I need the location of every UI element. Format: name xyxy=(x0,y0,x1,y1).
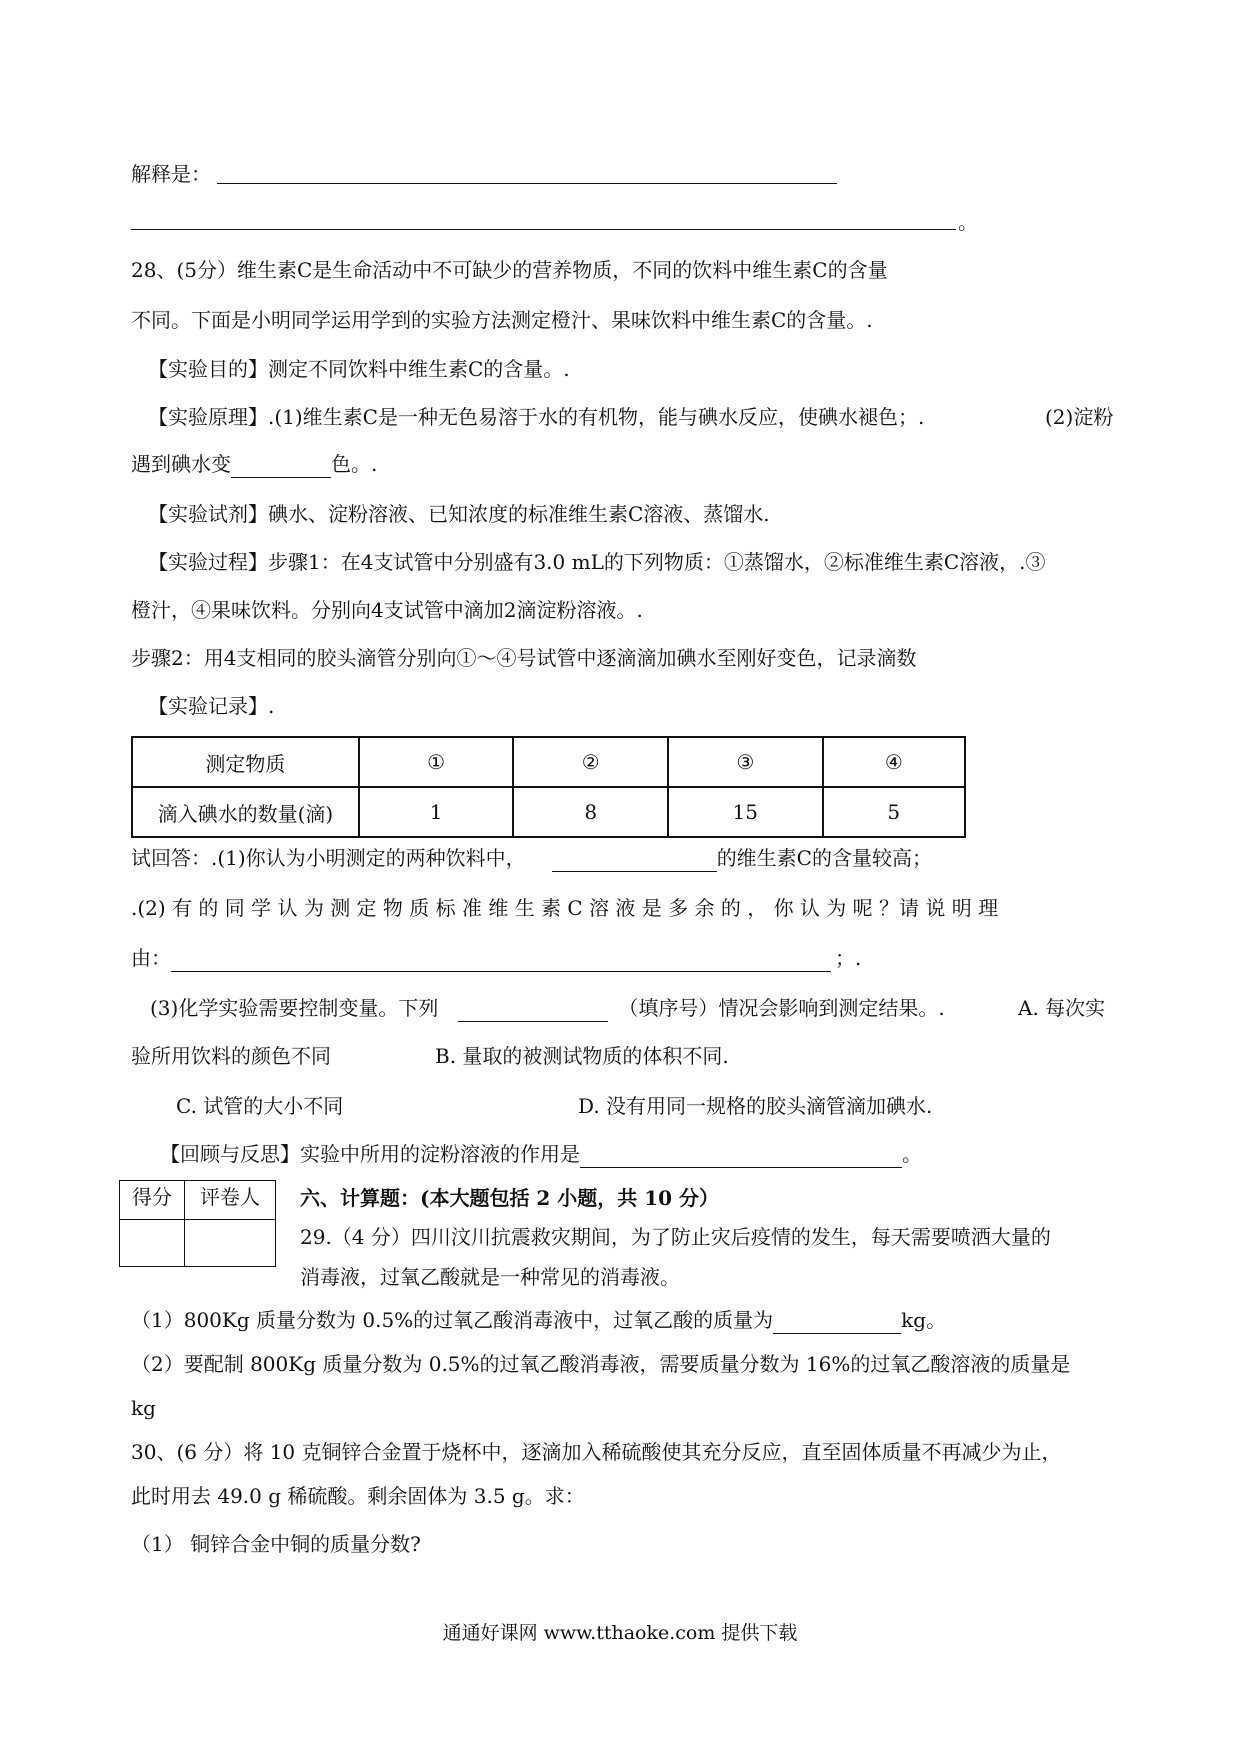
grader-header: 评卷人 xyxy=(185,1181,276,1220)
text: （填序号）情况会影响到测定结果。. xyxy=(618,996,945,1020)
table-cell: 1 xyxy=(359,787,514,837)
answer-blank[interactable] xyxy=(773,1311,901,1334)
q28-process: 【实验过程】步骤1：在4支试管中分别盛有3.0 mL的下列物质：①蒸馏水，②标准维生素C溶液，.③ xyxy=(148,550,1046,574)
q29-part2: （2）要配制 800Kg 质量分数为 0.5%的过氧乙酸消毒液，需要质量分数为 16%的过氧乙酸溶液的质量是 xyxy=(131,1352,1071,1376)
table-cell: 15 xyxy=(668,787,823,837)
q28-answer2: .(2) 有 的 同 学 认 为 测 定 物 质 标 准 维 生 素 C 溶 液 是 多 余 的 ， 你 认 为 呢 ？请 说 明 理 xyxy=(131,896,999,920)
q29-line2: 消毒液，过氧乙酸就是一种常见的消毒液。 xyxy=(300,1265,680,1289)
q28-answer1 xyxy=(131,844,932,872)
footer: 通通好课网 www.tthaoke.com 提供下载 xyxy=(442,1622,798,1644)
q28-line2: 不同。下面是小明同学运用学到的实验方法测定橙汁、果味饮料中维生素C的含量。. xyxy=(131,308,873,332)
q28-purpose: 【实验目的】测定不同饮料中维生素C的含量。. xyxy=(148,357,570,381)
q28-step2: 步骤2：用4支相同的胶头滴管分别向①～④号试管中逐滴滴加碘水至刚好变色，记录滴数 xyxy=(131,646,917,670)
q28-answer3 xyxy=(150,994,945,1022)
text: 的维生素C的含量较高； xyxy=(716,846,932,870)
text: 【回顾与反思】实验中所用的淀粉溶液的作用是 xyxy=(160,1142,580,1166)
answer-line[interactable] xyxy=(131,229,956,230)
table-header: ③ xyxy=(668,737,823,787)
option-b: B. 量取的被测试物质的体积不同. xyxy=(435,1044,729,1068)
text: kg。 xyxy=(901,1308,947,1332)
q28-principle-b: (2)淀粉 xyxy=(1045,405,1114,429)
q28-principle-c xyxy=(131,450,377,478)
score-box xyxy=(119,1180,276,1267)
text: 。 xyxy=(902,1142,922,1166)
table-cell: 5 xyxy=(823,787,965,837)
grader-cell[interactable] xyxy=(185,1220,276,1267)
explanation-label: 解释是： xyxy=(131,162,211,186)
record-table xyxy=(131,736,966,838)
text: ；. xyxy=(835,946,862,970)
table-header-row xyxy=(132,737,965,787)
q28-answer2-b xyxy=(131,944,861,972)
q29-part1 xyxy=(131,1306,946,1334)
option-d: D. 没有用同一规格的胶头滴管滴加碘水. xyxy=(578,1094,933,1118)
q28-line1: 28、(5分）维生素C是生命活动中不可缺少的营养物质，不同的饮料中维生素C的含量 xyxy=(131,258,888,282)
reason-blank[interactable] xyxy=(171,949,831,972)
text: （1）800Kg 质量分数为 0.5%的过氧乙酸消毒液中，过氧乙酸的质量为 xyxy=(131,1308,774,1332)
text: (3)化学实验需要控制变量。下列 xyxy=(150,996,439,1020)
score-header: 得分 xyxy=(120,1181,185,1220)
q29-line1: 29.（4 分）四川汶川抗震救灾期间，为了防止灾后疫情的发生，每天需要喷洒大量的 xyxy=(300,1225,1051,1249)
q28-record: 【实验记录】. xyxy=(148,694,275,718)
answer-blank[interactable] xyxy=(552,849,717,872)
text: 遇到碘水变 xyxy=(131,452,231,476)
section-title: 六、计算题：(本大题包括 2 小题，共 10 分） xyxy=(300,1186,720,1210)
text: 试回答：.(1)你认为小明测定的两种饮料中， xyxy=(131,846,526,870)
table-cell: 8 xyxy=(513,787,668,837)
table-header: ④ xyxy=(823,737,965,787)
option-a: A. 每次实 xyxy=(1018,996,1106,1020)
text: 色。. xyxy=(331,452,378,476)
table-header: 测定物质 xyxy=(132,737,359,787)
table-header: ① xyxy=(359,737,514,787)
q28-principle: 【实验原理】.(1)维生素C是一种无色易溶于水的有机物，能与碘水反应，使碘水褪色；. xyxy=(148,405,925,429)
table-header: ② xyxy=(513,737,668,787)
table-row xyxy=(132,787,965,837)
color-blank[interactable] xyxy=(231,455,331,478)
answer-line[interactable] xyxy=(217,183,837,184)
answer-blank[interactable] xyxy=(458,999,608,1022)
q30-line1: 30、(6 分）将 10 克铜锌合金置于烧杯中，逐滴加入稀硫酸使其充分反应，直至固体质量不再减少为止， xyxy=(131,1440,1062,1464)
q30-line2: 此时用去 49.0 g 稀硫酸。剩余固体为 3.5 g。求： xyxy=(131,1484,585,1508)
q28-reagents: 【实验试剂】碘水、淀粉溶液、已知浓度的标准维生素C溶液、蒸馏水. xyxy=(148,502,770,526)
end-mark: 。 xyxy=(958,210,978,234)
q30-part1: （1） 铜锌合金中铜的质量分数? xyxy=(131,1532,421,1556)
option-c: C. 试管的大小不同 xyxy=(176,1094,344,1118)
q28-process-b: 橙汁，④果味饮料。分别向4支试管中滴加2滴淀粉溶液。. xyxy=(131,598,643,622)
q29-part2-unit: kg xyxy=(131,1396,156,1420)
answer-blank[interactable] xyxy=(580,1145,902,1168)
q28-reflect xyxy=(160,1140,922,1168)
table-row-label: 滴入碘水的数量(滴) xyxy=(132,787,359,837)
option-a-cont: 验所用饮料的颜色不同 xyxy=(131,1044,331,1068)
text: 由： xyxy=(131,946,171,970)
score-cell[interactable] xyxy=(120,1220,185,1267)
